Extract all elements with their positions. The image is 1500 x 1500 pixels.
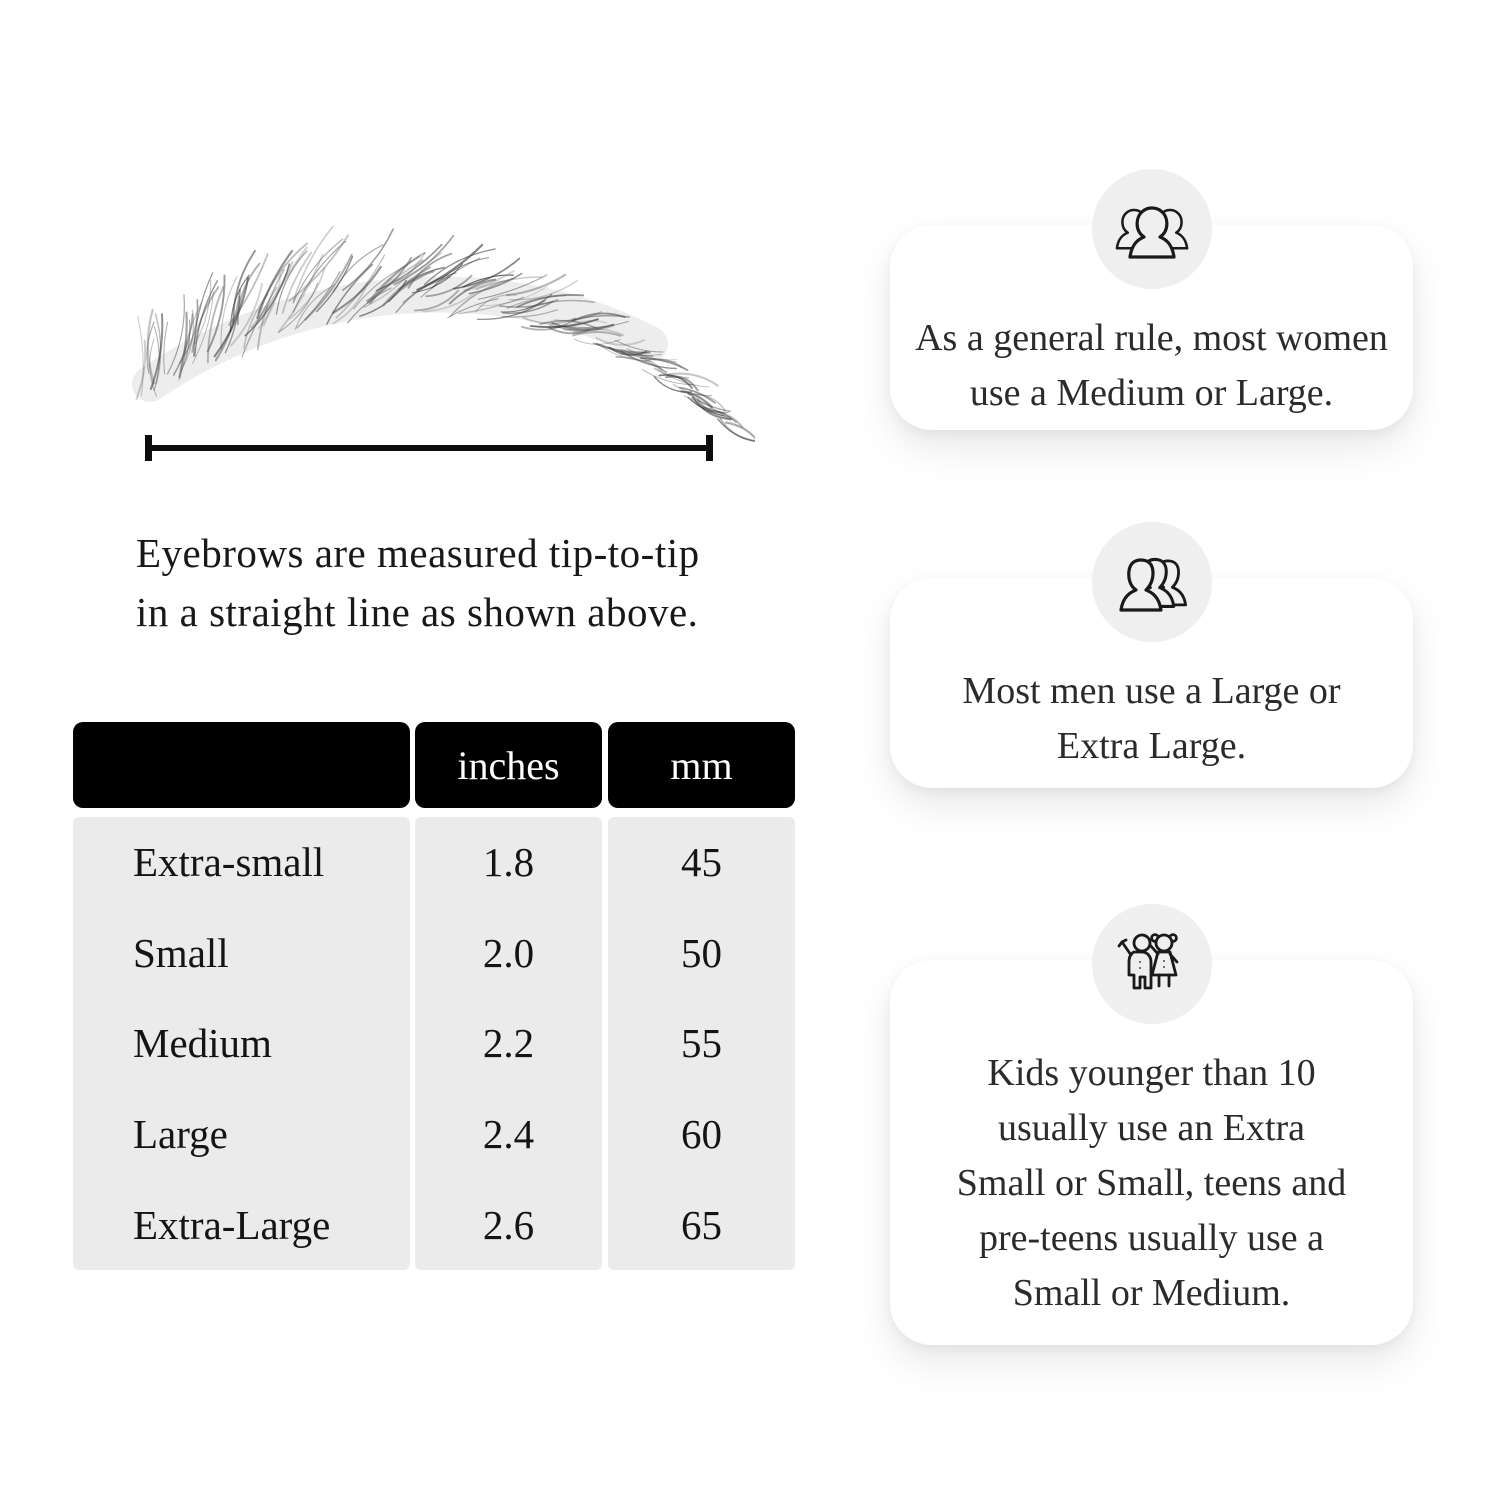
icon-badge xyxy=(1092,169,1212,289)
table-cell-inches: 2.4 xyxy=(482,1111,535,1158)
measurement-bar xyxy=(145,445,713,451)
card-text-line: Kids younger than 10 xyxy=(987,1052,1316,1094)
table-row-label: Extra-Large xyxy=(133,1201,331,1248)
table-cell-inches: 1.8 xyxy=(482,839,535,886)
card-text-line: usually use an Extra xyxy=(997,1107,1306,1149)
card-text xyxy=(890,311,1413,421)
caption-line-2: in a straight line as shown above. xyxy=(136,589,699,635)
card-text-line: Small or Medium. xyxy=(1012,1272,1291,1314)
table-row-label: Small xyxy=(133,929,229,976)
measurement-end-tick-right xyxy=(706,435,713,461)
table-cell-inches: 2.2 xyxy=(482,1020,535,1067)
table-header-blank xyxy=(73,722,410,808)
card-text-line: As a general rule, most women xyxy=(915,317,1388,359)
table-row-label: Large xyxy=(133,1111,228,1158)
children-icon xyxy=(1114,926,1190,1002)
table-cell-mm: 50 xyxy=(681,929,722,976)
measurement-caption xyxy=(136,524,776,642)
caption-line-1: Eyebrows are measured tip-to-tip xyxy=(136,530,700,576)
card-text-line: pre-teens usually use a xyxy=(978,1217,1325,1259)
eyebrow-illustration xyxy=(105,226,755,446)
card-text-line: Small or Small, teens and xyxy=(956,1162,1347,1204)
table-cell-mm: 55 xyxy=(681,1020,722,1067)
info-card-women xyxy=(890,225,1413,430)
size-table xyxy=(73,722,795,1270)
table-row-label: Extra-small xyxy=(133,839,325,886)
men-group-icon xyxy=(1114,544,1190,620)
measurement-line xyxy=(145,435,713,461)
icon-badge xyxy=(1092,904,1212,1024)
table-cell-inches: 2.6 xyxy=(482,1201,535,1248)
table-column-inches xyxy=(415,817,602,1270)
table-cell-mm: 65 xyxy=(681,1201,722,1248)
card-text-line: Most men use a Large or xyxy=(962,670,1341,712)
women-group-icon xyxy=(1114,191,1190,267)
info-card-kids xyxy=(890,960,1413,1345)
table-cell-mm: 45 xyxy=(681,839,722,886)
card-text xyxy=(890,664,1413,774)
card-text-line: Extra Large. xyxy=(1056,725,1247,767)
icon-badge xyxy=(1092,522,1212,642)
card-text xyxy=(890,1046,1413,1321)
table-header-inches: inches xyxy=(415,722,602,808)
table-row-label: Medium xyxy=(133,1020,272,1067)
table-header-mm: mm xyxy=(608,722,795,808)
card-text-line: use a Medium or Large. xyxy=(969,372,1334,414)
table-column-labels xyxy=(73,817,410,1270)
info-card-men xyxy=(890,578,1413,788)
table-cell-inches: 2.0 xyxy=(482,929,535,976)
table-cell-mm: 60 xyxy=(681,1111,722,1158)
table-column-mm xyxy=(608,817,795,1270)
